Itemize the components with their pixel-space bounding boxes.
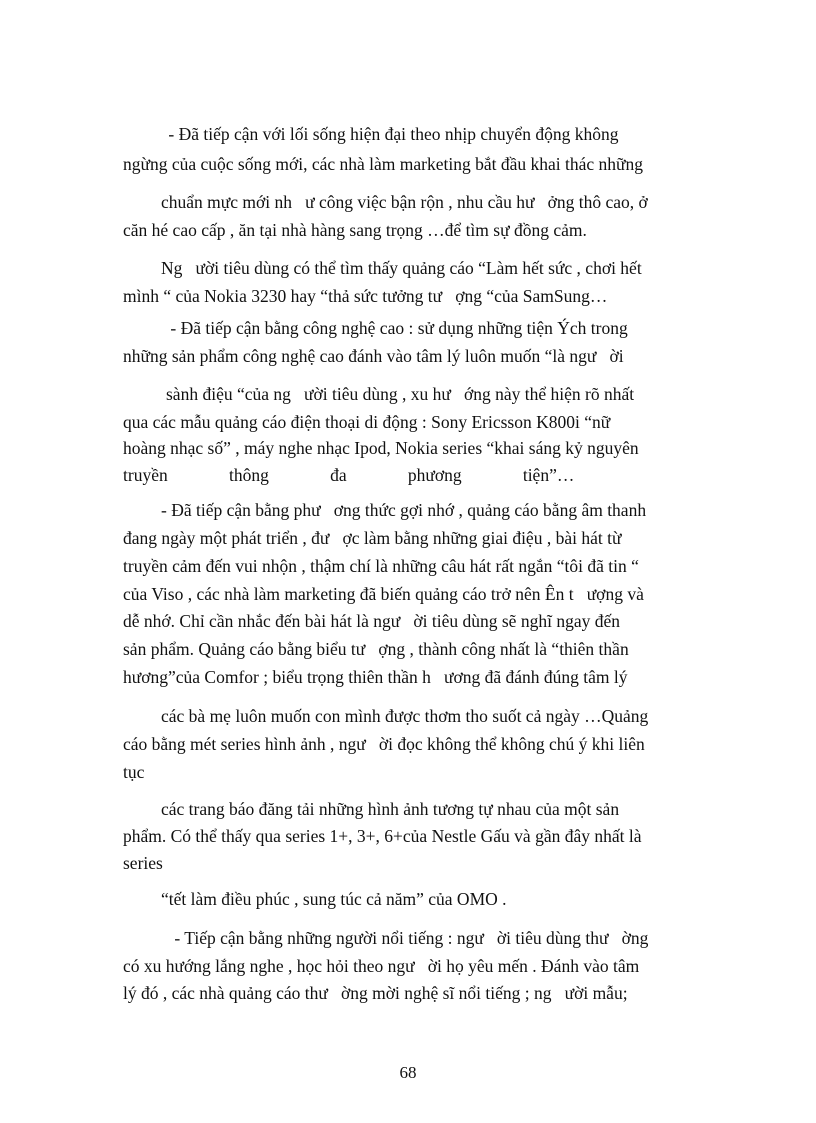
text-line: tục xyxy=(123,762,145,782)
text-line: - Đã tiếp cận bằng công nghệ cao : sử dụng những tiện Ých trong xyxy=(166,318,628,338)
text-line: series xyxy=(123,853,163,873)
text-line: căn hé cao cấp , ăn tại nhà hàng sang trọng …để tìm sự đồng cảm. xyxy=(123,220,587,240)
text-line: ngừng của cuộc sống mới, các nhà làm marketing bắt đầu khai thác những xyxy=(123,154,644,174)
text-line: hương”của Comfor ; biểu trọng thiên thần h ương đã đánh đúng tâm lý xyxy=(123,667,628,687)
text-line: sành điệu “của ng ười tiêu dùng , xu hư ớng này thể hiện rõ nhất xyxy=(166,384,635,404)
text-line: hoàng nhạc số” , máy nghe nhạc Ipod, Nokia series “khai sáng kỷ nguyên xyxy=(123,438,639,458)
text-line: đang ngày một phát triển , đư ợc làm bằng những giai điệu , bài hát từ xyxy=(123,528,622,548)
text-line: có xu hướng lắng nghe , học hỏi theo ngư ời họ yêu mến . Đánh vào tâm xyxy=(123,956,640,976)
text-line: lý đó , các nhà quảng cáo thư ờng mời nghệ sĩ nổi tiếng ; ng ười mẫu; xyxy=(123,983,628,1003)
text-line: phẩm. Có thể thấy qua series 1+, 3+, 6+của Nestle Gấu và gần đây nhất là xyxy=(123,826,642,846)
page-number: 68 xyxy=(399,1063,417,1082)
text-line: truyền cảm đến vui nhộn , thậm chí là những câu hát rất ngắn “tôi đã tin “ xyxy=(123,556,639,576)
text-line: chuẩn mực mới nh ư công việc bận rộn , nhu cầu hư ởng thô cao, ở xyxy=(161,192,648,212)
text-line: Ng ười tiêu dùng có thể tìm thấy quảng cáo “Làm hết sức , chơi hết xyxy=(161,258,642,278)
text-line: sản phẩm. Quảng cáo bằng biểu tư ợng , thành công nhất là “thiên thần xyxy=(123,639,629,659)
text-line: các trang báo đăng tải những hình ảnh tương tự nhau của một sản xyxy=(161,799,620,819)
text-line: các bà mẹ luôn muốn con mình được thơm tho suốt cả ngày …Quảng xyxy=(161,706,649,726)
text-line: truyền thông đa phương tiện”… xyxy=(123,465,575,485)
text-line: “tết làm điều phúc , sung túc cả năm” của OMO . xyxy=(161,889,507,909)
text-line: dễ nhớ. Chỉ cần nhắc đến bài hát là ngư ời tiêu dùng sẽ nghĩ ngay đến xyxy=(123,611,620,631)
text-line: cáo bằng mét series hình ảnh , ngư ời đọc không thể không chú ý khi liên xyxy=(123,734,645,754)
text-line: của Viso , các nhà làm marketing đã biến quảng cáo trở nên Ên t ượng và xyxy=(123,584,644,604)
text-line: mình “ của Nokia 3230 hay “thả sức tưởng tư ợng “của SamSung… xyxy=(123,286,608,306)
text-line: những sản phẩm công nghệ cao đánh vào tâm lý luôn muốn “là ngư ời xyxy=(123,346,624,366)
text-line: qua các mẫu quảng cáo điện thoại di động : Sony Ericsson K800i “nữ xyxy=(123,412,611,432)
text-line: - Tiếp cận bằng những người nổi tiếng : ngư ời tiêu dùng thư ờng xyxy=(170,928,649,948)
text-line: - Đã tiếp cận với lối sống hiện đại theo nhịp chuyển động không xyxy=(164,124,619,144)
text-line: - Đã tiếp cận bằng phư ơng thức gợi nhớ , quảng cáo bằng âm thanh xyxy=(161,500,647,520)
